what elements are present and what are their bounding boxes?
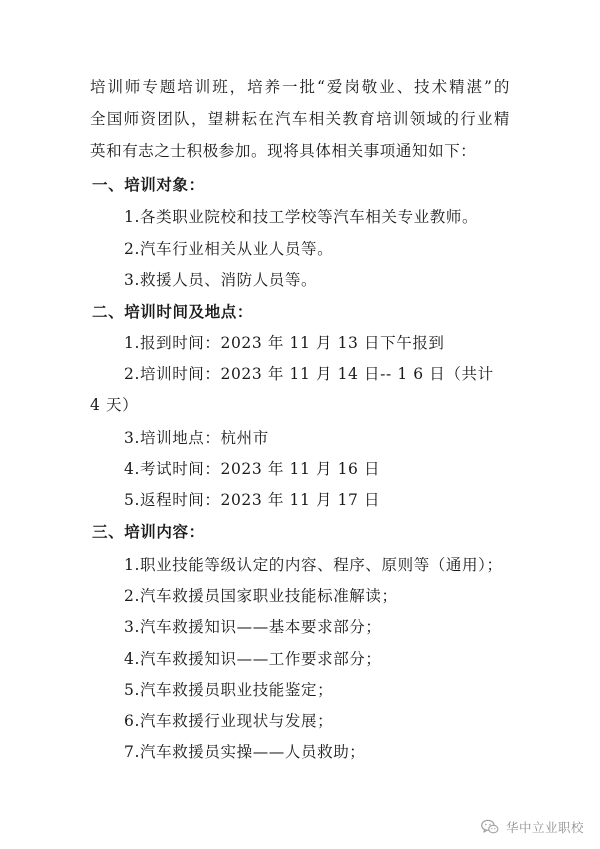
list-item: 4.考试时间：2023 年 11 月 16 日 bbox=[124, 460, 381, 478]
section-heading-content: 三、培训内容： bbox=[92, 523, 205, 541]
list-item: 3.培训地点：杭州市 bbox=[124, 429, 269, 447]
list-item: 5.汽车救援员职业技能鉴定； bbox=[124, 681, 334, 699]
section-heading-time-location: 二、培训时间及地点： bbox=[92, 303, 254, 321]
list-item: 2.汽车行业相关从业人员等。 bbox=[124, 240, 334, 258]
list-item: 2.汽车救援员国家职业技能标准解读； bbox=[124, 587, 398, 605]
list-item: 3.汽车救援知识——基本要求部分； bbox=[124, 618, 382, 636]
list-item: 1.各类职业院校和技工学校等汽车相关专业教师。 bbox=[124, 208, 479, 226]
list-item: 5.返程时间：2023 年 11 月 17 日 bbox=[124, 491, 381, 509]
wechat-icon bbox=[480, 817, 500, 837]
watermark-text: 华中立业职校 bbox=[505, 820, 584, 835]
intro-line-3: 英和有志之士积极参加。现将具体相关事项通知如下： bbox=[90, 142, 477, 160]
list-item: 6.汽车救援行业现状与发展； bbox=[124, 712, 334, 730]
list-item: 2.培训时间：2023 年 11 月 14 日-- 1 6 日（共计 bbox=[124, 365, 494, 383]
section-heading-targets: 一、培训对象： bbox=[92, 176, 205, 194]
list-item: 3.救援人员、消防人员等。 bbox=[124, 271, 318, 289]
intro-line-2: 全国师资团队，望耕耘在汽车相关教育培训领域的行业精 bbox=[90, 110, 510, 128]
list-item: 1.报到时间：2023 年 11 月 13 日下午报到 bbox=[124, 334, 445, 352]
watermark bbox=[480, 817, 584, 837]
list-item: 7.汽车救援员实操——人员救助； bbox=[124, 743, 366, 761]
list-item: 4.汽车救援知识——工作要求部分； bbox=[124, 650, 382, 668]
intro-line-1: 培训师专题培训班，培养一批“爱岗敬业、技术精湛”的 bbox=[90, 78, 510, 96]
list-item: 1.职业技能等级认定的内容、程序、原则等（通用）； bbox=[124, 556, 503, 574]
list-item-continuation: 4 天） bbox=[90, 396, 139, 414]
